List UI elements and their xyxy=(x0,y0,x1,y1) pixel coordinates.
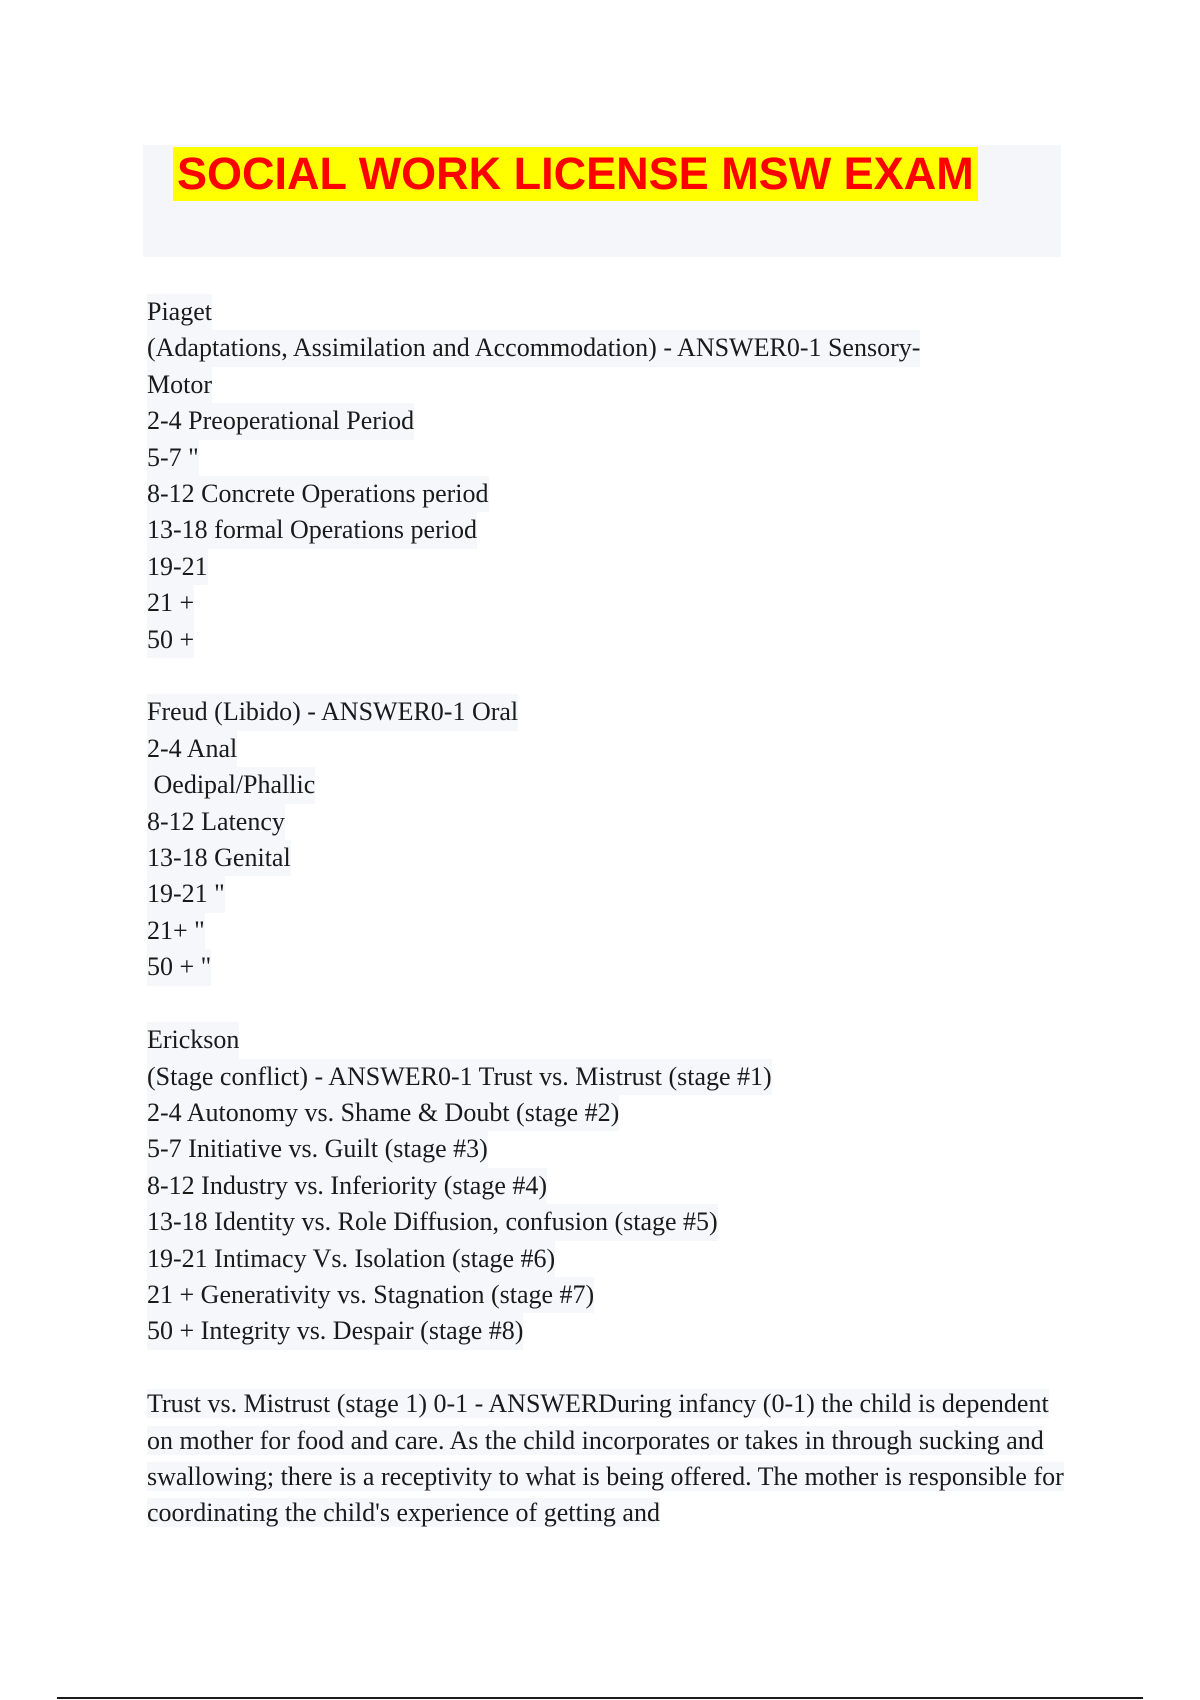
document-body xyxy=(147,294,1067,1568)
piaget-line: 50 + xyxy=(147,622,194,658)
erickson-line: 21 + Generativity vs. Stagnation (stage #7) xyxy=(147,1277,594,1313)
erickson-section xyxy=(147,1022,1067,1350)
erickson-line: 19-21 Intimacy Vs. Isolation (stage #6) xyxy=(147,1241,555,1277)
erickson-line: 8-12 Industry vs. Inferiority (stage #4) xyxy=(147,1168,547,1204)
freud-heading: Freud (Libido) - ANSWER0-1 Oral xyxy=(147,694,518,730)
erickson-line: 50 + Integrity vs. Despair (stage #8) xyxy=(147,1313,523,1349)
document-title: SOCIAL WORK LICENSE MSW EXAM xyxy=(173,147,978,201)
erickson-heading: Erickson xyxy=(147,1022,239,1058)
piaget-line: 19-21 xyxy=(147,549,208,585)
erickson-line: 13-18 Identity vs. Role Diffusion, confusion (stage #5) xyxy=(147,1204,718,1240)
piaget-section xyxy=(147,294,1067,658)
freud-line: 19-21 " xyxy=(147,876,225,912)
freud-line: 13-18 Genital xyxy=(147,840,291,876)
trust-section xyxy=(147,1386,1067,1532)
piaget-line: 2-4 Preoperational Period xyxy=(147,403,414,439)
freud-line: Oedipal/Phallic xyxy=(147,767,315,803)
piaget-line: 8-12 Concrete Operations period xyxy=(147,476,489,512)
piaget-heading: Piaget xyxy=(147,294,212,330)
piaget-line: (Adaptations, Assimilation and Accommodation) - ANSWER0-1 Sensory- xyxy=(147,330,920,366)
piaget-line: 21 + xyxy=(147,585,194,621)
freud-line: 2-4 Anal xyxy=(147,731,237,767)
freud-line: 21+ " xyxy=(147,913,205,949)
erickson-line: 2-4 Autonomy vs. Shame & Doubt (stage #2) xyxy=(147,1095,619,1131)
piaget-line: Motor xyxy=(147,367,212,403)
freud-section xyxy=(147,694,1067,985)
page-bottom-rule xyxy=(57,1697,1143,1699)
erickson-line: (Stage conflict) - ANSWER0-1 Trust vs. Mistrust (stage #1) xyxy=(147,1059,772,1095)
freud-line: 8-12 Latency xyxy=(147,804,285,840)
freud-line: 50 + " xyxy=(147,949,211,985)
trust-paragraph: Trust vs. Mistrust (stage 1) 0-1 - ANSWERDuring infancy (0-1) the child is dependent on mother for food and care. As the child incorporates or takes in through sucking and swallowing; there is a receptivity to what is being offered. The mother is responsible for coordinating the child's experience of getting and xyxy=(147,1389,1064,1528)
erickson-line: 5-7 Initiative vs. Guilt (stage #3) xyxy=(147,1131,488,1167)
piaget-line: 5-7 " xyxy=(147,440,199,476)
piaget-line: 13-18 formal Operations period xyxy=(147,512,477,548)
